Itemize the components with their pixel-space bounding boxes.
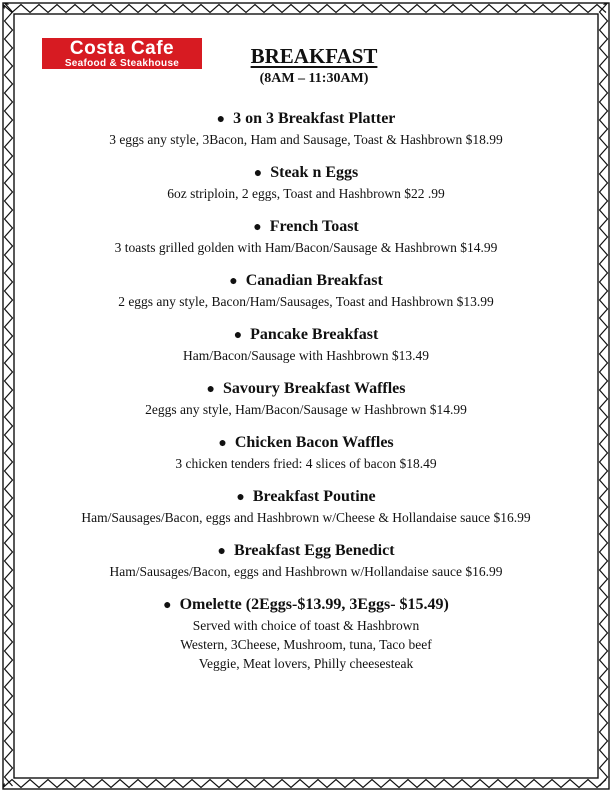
serving-hours: (8AM – 11:30AM) bbox=[259, 71, 369, 86]
menu-item-description: 2 eggs any style, Bacon/Ham/Sausages, Toast and Hashbrown $13.99 bbox=[118, 294, 494, 309]
menu-item-title: Pancake Breakfast bbox=[250, 326, 379, 343]
menu-item-name bbox=[0, 325, 612, 346]
menu-item-description: 3 chicken tenders fried: 4 slices of bacon $18.49 bbox=[175, 456, 437, 471]
menu-item bbox=[0, 217, 612, 257]
menu-item bbox=[0, 109, 612, 149]
menu-item-description: Veggie, Meat lovers, Philly cheesesteak bbox=[198, 656, 414, 671]
menu-item-title: Chicken Bacon Waffles bbox=[234, 434, 394, 451]
menu-item-description: Ham/Sausages/Bacon, eggs and Hashbrown w/Hollandaise sauce $16.99 bbox=[109, 564, 503, 579]
menu-item-title: Savoury Breakfast Waffles bbox=[222, 380, 406, 397]
menu-item-title: Breakfast Egg Benedict bbox=[233, 542, 395, 559]
menu-item-description: 2eggs any style, Ham/Bacon/Sausage w Hashbrown $14.99 bbox=[145, 402, 467, 417]
logo-tagline: Seafood & Steakhouse bbox=[64, 58, 180, 69]
bullet-icon: ● bbox=[236, 490, 245, 505]
menu-list bbox=[0, 109, 612, 687]
bullet-icon: ● bbox=[233, 328, 243, 343]
bullet-icon: ● bbox=[206, 382, 215, 397]
menu-item-title: Breakfast Poutine bbox=[252, 488, 376, 505]
menu-item-description: 3 eggs any style, 3Bacon, Ham and Sausage, Toast & Hashbrown $18.99 bbox=[109, 132, 503, 147]
menu-item bbox=[0, 271, 612, 311]
bullet-icon: ● bbox=[217, 544, 226, 559]
menu-item bbox=[0, 433, 612, 473]
menu-item-title: Canadian Breakfast bbox=[245, 272, 383, 289]
menu-item-description: Ham/Bacon/Sausage with Hashbrown $13.49 bbox=[183, 348, 429, 363]
menu-item bbox=[0, 163, 612, 203]
menu-item bbox=[0, 595, 612, 673]
bullet-icon: ● bbox=[229, 274, 238, 289]
bullet-icon: ● bbox=[216, 112, 226, 127]
page-header bbox=[0, 44, 612, 88]
page-title: BREAKFAST bbox=[250, 44, 378, 68]
menu-item-name bbox=[0, 595, 612, 616]
bullet-icon: ● bbox=[218, 436, 227, 451]
menu-item-description: 3 toasts grilled golden with Ham/Bacon/Sausage & Hashbrown $14.99 bbox=[114, 240, 498, 255]
menu-item-description: Served with choice of toast & Hashbrown bbox=[192, 618, 420, 633]
menu-item-name bbox=[0, 541, 612, 562]
logo-name: Costa Cafe bbox=[69, 38, 175, 59]
menu-item bbox=[0, 325, 612, 365]
menu-item-title: Steak n Eggs bbox=[270, 164, 359, 181]
menu-item bbox=[0, 487, 612, 527]
menu-item-description: Ham/Sausages/Bacon, eggs and Hashbrown w/Cheese & Hollandaise sauce $16.99 bbox=[81, 510, 531, 525]
menu-item-description: Western, 3Cheese, Mushroom, tuna, Taco beef bbox=[180, 637, 432, 652]
menu-item-name bbox=[0, 379, 612, 400]
menu-item-name bbox=[0, 433, 612, 454]
menu-item-title: Omelette (2Eggs-$13.99, 3Eggs- $15.49) bbox=[179, 596, 449, 613]
menu-item-name bbox=[0, 271, 612, 292]
menu-item-name bbox=[0, 217, 612, 238]
menu-item-title: 3 on 3 Breakfast Platter bbox=[233, 110, 396, 127]
bullet-icon: ● bbox=[253, 166, 263, 181]
menu-item-name bbox=[0, 487, 612, 508]
bullet-icon: ● bbox=[163, 598, 172, 613]
menu-item bbox=[0, 379, 612, 419]
menu-item bbox=[0, 541, 612, 581]
menu-item-name bbox=[0, 109, 612, 130]
menu-item-title: French Toast bbox=[269, 218, 359, 235]
menu-item-description: 6oz striploin, 2 eggs, Toast and Hashbrown $22 .99 bbox=[167, 186, 445, 201]
bullet-icon: ● bbox=[253, 220, 262, 235]
menu-item-name bbox=[0, 163, 612, 184]
